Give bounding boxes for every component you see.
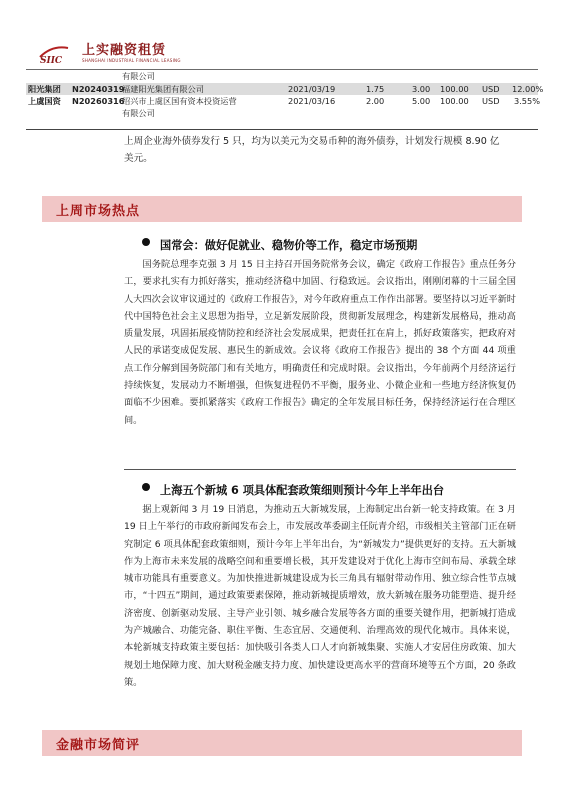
- table-row: [26, 70, 538, 83]
- code-cell: N20260316: [72, 96, 125, 106]
- news-title-text: 上海五个新城 6 项具体配套政策细则预计今年上半年出台: [160, 484, 445, 497]
- logo-company-name: 上实融资租赁: [82, 43, 167, 58]
- currency-cell: USD: [482, 96, 500, 106]
- currency-cell: USD: [482, 84, 500, 94]
- news-paragraph: 据上观新闻 3 月 19 日消息，为推动五大新城发展，上海制定出台新一轮支持政策。在 3 月 19 日上午举行的市政府新闻发布会上，市发展改革委副主任阮青介绍，市级相关主管部门正在研究制定 6 项具体配套政策细则，预计今年上半年出台，为“新城发力”提供更好的支持。五大新城作为上海市未来发展的战略空间和重要增长极，其开发建设对于优化上海市空间布局、承载全球城市功能具有重要意义。为加快推进新城建设成为长三角具有辐射带动作用、独立综合性节点城市，“十四五”期间，通过政策要素保障，推动新城提质增效，放大新城在服务功能塑造、提升经济密度、创新驱动发展、主导产业引领、城乡融合发展等各方面的重要关键作用，把新城打造成为产城融合、功能完备、职住平衡、生态宜居、交通便利、治理高效的现代化城市。具体来说，本轮新城支持政策主要包括：加快吸引各类人口人才向新城集聚、实施人才安居住房政策、加大规划土地保障力度、加大财税金融支持力度、加快建设更高水平的营商环境等五个方面，20 条政策。: [124, 504, 516, 688]
- section-title: 金融市场简评: [56, 738, 141, 753]
- logo-company-name-en: SHANGHAI INDUSTRIAL FINANCIAL LEASING: [82, 58, 181, 63]
- rate-cell: 12.00%: [512, 84, 544, 94]
- guarantor-cell: 有限公司: [122, 108, 155, 118]
- price-cell: 100.00: [440, 96, 469, 106]
- section-header-market-hotspots: [42, 196, 522, 222]
- date-cell: 2021/03/16: [288, 96, 336, 106]
- section-header-financial-market-review: [42, 730, 522, 756]
- issuer-cell: 阳光集团: [28, 84, 61, 94]
- news-body: [124, 501, 516, 691]
- price-cell: 100.00: [440, 84, 469, 94]
- amount-cell: 3.00: [412, 84, 431, 94]
- table-bottom-border: [26, 129, 538, 130]
- bullet-icon: [142, 238, 150, 246]
- guarantor-cell: 福建阳光集团有限公司: [122, 84, 204, 94]
- tenor-cell: 1.75: [366, 84, 385, 94]
- svg-text:SIIC: SIIC: [40, 56, 63, 65]
- section-title: 上周市场热点: [56, 204, 141, 219]
- news-paragraph: 国务院总理李克强 3 月 15 日主持召开国务院常务会议，确定《政府工作报告》重点任务分工，要求扎实有力抓好落实，推动经济稳中加固、行稳致远。会议指出，刚刚闭幕的十三届全国人大四次会议审议通过的《政府工作报告》，对今年政府重点工作作出部署。要坚持以习近平新时代中国特色社会主义思想为指导，立足新发展阶段，贯彻新发展理念，构建新发展格局，推动高质量发展，巩固拓展疫情防控和经济社会发展成果，把责任扛在肩上，抓好政策落实，把政府对人民的承诺变成促发展、惠民生的新成效。会议将《政府工作报告》提出的 38 个方面 44 项重点工作分解到国务院部门和有关地方，明确责任和完成时限。会议指出，今年前两个月经济运行持续恢复，发展动力不断增强，但恢复进程仍不平衡，服务业、小微企业和一些地方经济恢复仍面临不少困难。要抓紧落实《政府工作报告》确定的全年发展目标任务，保持经济运行在合理区间。: [124, 259, 516, 426]
- news-divider: [124, 469, 516, 470]
- issuance-summary: 上周企业海外债券发行 5 只，均为以美元为交易币种的海外债券，计划发行规模 8.90 亿美元。: [124, 136, 500, 164]
- siic-logo-icon: [38, 43, 78, 65]
- bullet-icon: [142, 483, 150, 491]
- logo-text: [82, 44, 181, 64]
- issuer-cell: 上虞国资: [28, 96, 61, 106]
- amount-cell: 5.00: [412, 96, 431, 106]
- news-body: [124, 256, 516, 429]
- guarantor-cell: 有限公司: [122, 71, 155, 81]
- table-row: [26, 83, 544, 95]
- guarantor-cell: 绍兴市上虞区国有资本投资运营: [122, 96, 237, 106]
- news-title-text: 国常会：做好促就业、稳物价等工作，稳定市场预期: [160, 239, 418, 252]
- bond-issuance-table: [26, 70, 544, 119]
- table-row: [26, 107, 538, 119]
- date-cell: 2021/03/19: [288, 84, 336, 94]
- company-logo: [38, 40, 181, 68]
- rate-cell: 3.55%: [514, 96, 541, 106]
- tenor-cell: 2.00: [366, 96, 385, 106]
- code-cell: N20240319: [72, 84, 125, 94]
- logo-mark: [38, 43, 78, 65]
- table-row: [26, 95, 541, 107]
